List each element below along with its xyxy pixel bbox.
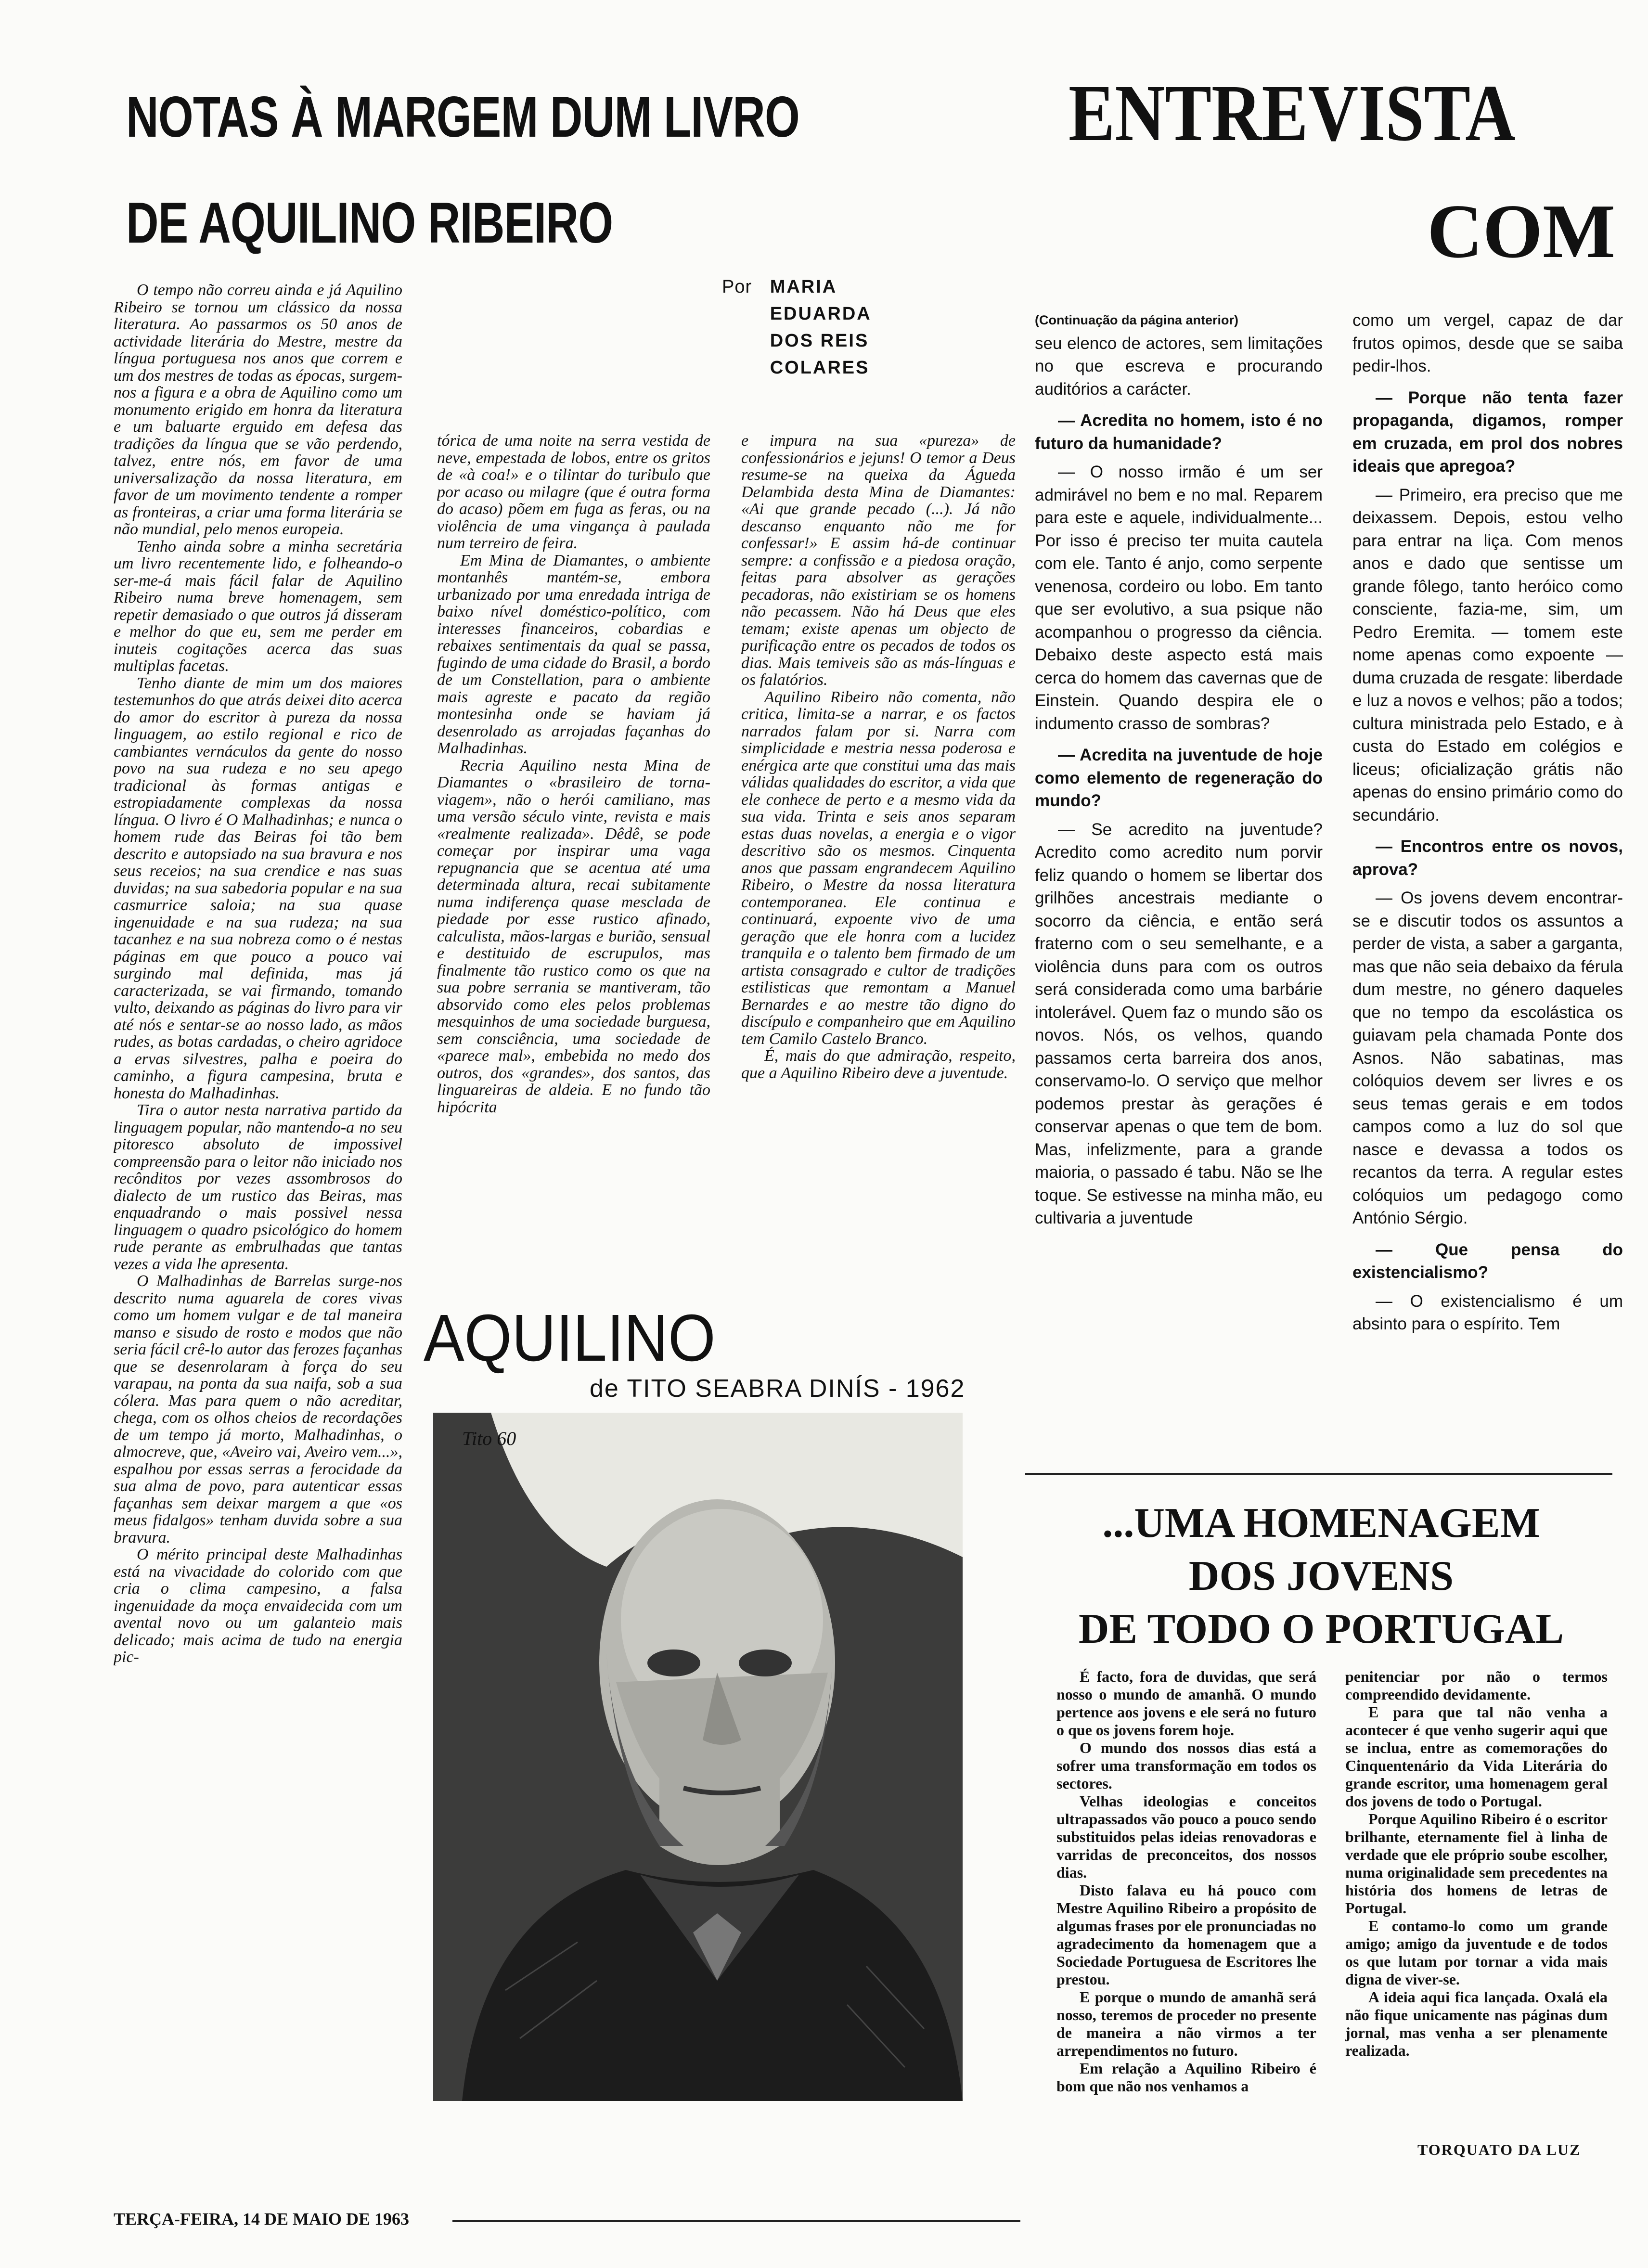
article-paragraph: É, mais do que admiração, respeito, que a Aquilino Ribeiro deve a juventude.: [741, 1047, 1016, 1082]
section-divider: [1025, 1473, 1612, 1475]
article-column-1: [114, 282, 402, 2043]
interview-answer: seu elenco de actores, sem limitações no que escreva e procurando auditórios a carácter.: [1035, 334, 1323, 399]
homage-paragraph: E para que tal não venha a acontecer é que venho sugerir aqui que se inclua, entre as comemorações do Cinquentenário da Vida Literária do grande escritor, uma homenagem geral dos jovens de todo o Portugal.: [1345, 1703, 1608, 1810]
headline-line2: DE AQUILINO RIBEIRO: [126, 191, 613, 255]
homage-paragraph: É facto, fora de duvidas, que será nosso o mundo de amanhã. O mundo pertence aos jovens e ele será no futuro o que os jovens forem hoje.: [1056, 1668, 1316, 1739]
homage-paragraph: A ideia aqui fica lançada. Oxalá ela não fique unicamente nas páginas dum jornal, mas venha a ser plenamente realizada.: [1345, 1988, 1608, 2059]
interview-answer: — O existencialismo é um absinto para o espírito. Tem: [1352, 1291, 1623, 1333]
article-paragraph: O mérito principal deste Malhadinhas está na vivacidade do colorido com que cria o clima campesino, a falsa ingenuidade da moça envaidecida com um avental novo ou um galanteio mais delicado; mais acima de tudo na energia pic-: [114, 1546, 402, 1666]
interview-answer: — Se acredito na juventude? Acredito como acredito num porvir feliz quando o homem se libertar dos grilhões ancestrais mediante o socorro da ciência, e então será fraterno com o seu semelhante, e a violência duns para com os outros será considerada como uma barbárie intolerável. Quem faz o mundo são os novos. Nós, os velhos, quando passamos certa barreira dos anos, conservamo-lo. O serviço que melhor podemos prestar às gerações é conservar apenas o que tem de bom. Mas, infelizmente, para a grande maioria, o passado é tabu. Não se lhe toque. Se estivesse na minha mão, eu cultivaria a juventude: [1035, 820, 1323, 1227]
article-column-3: [741, 432, 1016, 1277]
portrait-title: AQUILINO: [424, 1301, 716, 1375]
portrait-subtitle: de TITO SEABRA DINÍS - 1962: [590, 1375, 966, 1403]
article-paragraph: Recria Aquilino nesta Mina de Diamantes o «brasileiro de torna-viagem», não o herói camiliano, mas uma versão século vinte, revista e mais «realmente realizada». Dêdê, se pode começar por inspirar uma vaga repugnancia que se acentua até uma determinada altura, recai subitamente numa indiferença quase mesclada de piedade por esse rustico afinado, calculista, mãos-largas e burião, sensual e destituido de escrupulos, mas finalmente tão rustico como os que na sua pobre serrania se mantiveram, tão absorvido como eles pelos problemas mesquinhos de uma sociedade burguesa, sem consciência, uma sociedade de «parece mal», embebida no medo dos outros, dos «grandes», dos santos, das linguareiras de aldeia. E no fundo tão hipócrita: [437, 756, 710, 1116]
homage-title: [1035, 1497, 1608, 1656]
author-name-line: MARIA: [770, 277, 837, 297]
interview-question: — Que pensa do existencialismo?: [1352, 1240, 1623, 1282]
byline-por: Por: [722, 277, 752, 297]
interview-question: — Porque não tenta fazer propaganda, digamos, romper em cruzada, em prol dos nobres ideais que apregoa?: [1352, 388, 1623, 476]
homage-paragraph: penitenciar por não o termos compreendido devidamente.: [1345, 1668, 1608, 1703]
portrait-image: [433, 1413, 963, 2101]
homage-title-line: DOS JOVENS: [1188, 1553, 1454, 1599]
interview-title: ENTREVISTA: [1069, 68, 1516, 158]
homage-column-1: [1056, 1668, 1316, 2168]
article-paragraph: Tenho ainda sobre a minha secretária um livro recentemente lido, e folheando-o ser-me-á mais fácil falar de Aquilino Ribeiro numa breve homenagem, sem repetir demasiado o que outros já disseram e melhor do que eu, sem me perder em inuteis cogitações acerca das suas multiplas facetas.: [114, 537, 402, 675]
homage-paragraph: E contamo-lo como um grande amigo; amigo da juventude e de todos os que lutam por tornar a vida mais digna de viver-se.: [1345, 1917, 1608, 1988]
article-paragraph: O Malhadinhas de Barrelas surge-nos descrito numa aguarela de cores vivas como um homem vulgar e de tal maneira manso e sisudo de rosto e modos que não seria fácil crê-lo autor das ferozes façanhas que se desenrolaram à força do seu varapau, na ponta da sua naifa, sob a sua cólera. Mas para quem o não acreditar, chega, com os olhos cheios de recordações de um tempo já morto, Malhadinhas, o almocreve, que, «Aveiro vai, Aveiro vem...», espalhou por essas serras a ferocidade da sua alma de povo, para autenticar essas façanhas sem deixar margem a que «os meus fidalgos» tenham duvida sobre a sua bravura.: [114, 1272, 402, 1546]
homage-paragraph: Porque Aquilino Ribeiro é o escritor brilhante, eternamente fiel à linha de verdade que ele próprio soube escolher, numa originalidade sem precedentes na história dos homens de letras de Portugal.: [1345, 1810, 1608, 1917]
portrait-drawing: [433, 1413, 963, 2101]
interview-question: — Acredita na juventude de hoje como elemento de regeneração do mundo?: [1035, 746, 1323, 810]
homage-paragraph: Disto falava eu há pouco com Mestre Aquilino Ribeiro a propósito de algumas frases por ele pronunciadas no agradecimento da homenagem que a Sociedade Portuguesa de Escritores lhe prestou.: [1056, 1881, 1316, 1988]
article-paragraph: O tempo não correu ainda e já Aquilino Ribeiro se tornou um clássico da nossa literatura. Ao passarmos os 50 anos de actividade literária do Mestre, mestre da língua portuguesa nos anos que correm e um dos mestres de todas as épocas, surgem-nos a figura e a obra de Aquilino como um monumento erigido em honra da literatura e um baluarte erguido em defesa das tradições da língua que se vão perdendo, talvez, entre nós, em favor de uma universalização da nossa literatura, em favor de um movimento tendente a romper as fronteiras, a criar uma forma literária se não mundial, pelo menos europeia.: [114, 282, 402, 538]
homage-paragraph: O mundo dos nossos dias está a sofrer uma transformação em todos os sectores.: [1056, 1739, 1316, 1792]
interview-column-1: [1035, 309, 1323, 1440]
interview-question: — Acredita no homem, isto é no futuro da humanidade?: [1035, 411, 1323, 453]
article-paragraph: Tira o autor nesta narrativa partido da linguagem popular, não mantendo-a no seu pitoresco absoluto de impossivel compreensão para o leitor não iniciado nos recônditos por vezes assombrosos do dialecto de um rustico das Beiras, mas enquadrando o mais possivel nessa linguagem o quadro psicológico do homem rude perante as embrulhadas que tantas vezes a vida lhe apresenta.: [114, 1101, 402, 1273]
byline: [722, 273, 872, 381]
interview-question: — Encontros entre os novos, aprova?: [1352, 837, 1623, 879]
article-paragraph: Em Mina de Diamantes, o ambiente montanhês mantém-se, embora urbanizado por uma enredada intriga de baixo nível doméstico-político, com interesses financeiros, cobardias e rebaixes sentimentais da qual se passa, fugindo de uma cidade do Brasil, a bordo de um Constellation, para o ambiente mais agreste e pacato da região montesinha onde se haviam já desenrolado as arrojadas façanhas do Malhadinhas.: [437, 551, 710, 757]
interview-answer: — Os jovens devem encontrar-se e discutir todos os assuntos a perder de vista, a saber a garganta, mas que não seia debaixo da férula dum mestre, no género daqueles que no tempo da escolástica os guiavam pela chamada Ponte dos Asnos. Não sabatinas, mas colóquios devem ser livres e os seus temas gerais e em todos campos como a luz do sol que nasce e devassa a todos os recantos da terra. A regular estes colóquios um pedagogo como António Sérgio.: [1352, 889, 1623, 1227]
homage-paragraph: E porque o mundo de amanhã será nosso, teremos de proceder no presente de maneira a não virmos a ter arrependimentos no futuro.: [1056, 1988, 1316, 2059]
article-paragraph: e impura na sua «pureza» de confessionários e jejuns! O temor a Deus resume-se na queixa da Águeda Delambida desta Mina de Diamantes: «Ai que grande pecado (...). Já não descanso enquanto não me for confessar!» E assim há-de continuar sempre: a confissão e a piedosa oração, feitas para absolver as gerações pecadoras, não existiriam se os homens não pecassem. Não há Deus que eles temam; existe apenas um objecto de purificação entre os pecados de todos os dias. Mais temiveis são as más-línguas e os falatórios.: [741, 432, 1016, 689]
interview-answer: — Primeiro, era preciso que me deixassem. Depois, estou velho para entrar na liça. Com menos anos e dado que sentisse um grande fôlego, tanto heróico como consciente, fazia-me, sim, um Pedro Eremita. — tomem este nome apenas como expoente — duma cruzada de resgate: liberdade e luz a novos e velhos; pão a todos; cultura ministrada pelo Estado, e à custa do Estado em colégios e liceus; oficialização grátis não apenas do ensino primário como do secundário.: [1352, 485, 1623, 825]
interview-column-2: [1352, 309, 1623, 1440]
homage-column-2: [1345, 1668, 1608, 2130]
article-column-2: [437, 432, 710, 1277]
homage-title-line: DE TODO O PORTUGAL: [1078, 1606, 1564, 1652]
author-name-line: EDUARDA: [770, 304, 872, 324]
headline-line1: NOTAS À MARGEM DUM LIVRO: [126, 85, 800, 149]
homage-paragraph: Velhas ideologias e conceitos ultrapassados vão pouco a pouco sendo substituidos pelas ideias renovadoras e varridas de preconceitos, dos nossos dias.: [1056, 1792, 1316, 1881]
interview-answer: como um vergel, capaz de dar frutos opimos, desde que se saiba pedir-lhos.: [1352, 311, 1623, 375]
article-paragraph: Aquilino Ribeiro não comenta, não critica, limita-se a narrar, e os factos narrados falam por si. Narra com simplicidade e mestria nessa poderosa e enérgica arte que constitui uma das mais válidas qualidades do escritor, a vida que ele conhece de perto e a mesmo vida da sua vida. Trinta e seis anos separam estas duas novelas, a energia e o vigor descritivo são os mesmos. Cinquenta anos que passam engrandecem Aquilino Ribeiro, o Mestre da nossa literatura contemporanea. Ele continua e continuará, expoente vivo de uma geração que ele honra com a lucidez tranquila e o talento bem firmado de um artista consagrado e cultor de tradições estilisticas que remontam a Manuel Bernardes e ao mestre tão digno do discípulo e companheiro que em Aquilino tem Camilo Castelo Branco.: [741, 688, 1016, 1048]
interview-title-com: COM: [1427, 188, 1616, 274]
continuation-note: (Continuação da página anterior): [1035, 313, 1239, 327]
homage-paragraph: Em relação a Aquilino Ribeiro é bom que não nos venhamos a: [1056, 2060, 1316, 2095]
interview-answer: — O nosso irmão é um ser admirável no bem e no mal. Reparem para este e aquele, individualmente... Por isso é preciso ter muita cautela com ele. Tanto é anjo, como serpente venenosa, cordeiro ou lobo. Em tanto que ser evolutivo, a sua psique não acompanhou o progresso da ciência. Debaixo deste aspecto está mais cerca do homem das cavernas que de Einstein. Quando despira ele o indumento crasso de sombras?: [1035, 463, 1323, 733]
author-name-line: DOS REIS: [770, 331, 869, 351]
article-paragraph: Tenho diante de mim um dos maiores testemunhos do que atrás deixei dito acerca do amor do escritor à pureza da nossa linguagem, ao estilo regional e rico de cambiantes vernáculos da gente do nosso povo na sua rudeza e no seu apego tradicional às formas antigas e estropiadamente complexas da nossa língua. O livro é O Malhadinhas; e nunca o homem rude das Beiras foi tão bem descrito e autopsiado na sua bravura e nos seus receios; na sua crendice e nas suas duvidas; na sua sabedoria popular e na sua casmurrice saloia; na sua quase ingenuidade e na sua rudeza; na sua tacanhez e na sua nobreza como o é nestas páginas em que pouco a pouco vai surgindo mal definida, mas já caracterizada, se vai firmando, tomando vulto, deixando as páginas do livro para vir até nós e sentar-se ao nosso lado, as mãos rudes, as botas cardadas, o cheiro agridoce a ervas silvestres, palha e poeira do caminho, a figura campesina, bruta e honesta do Malhadinhas.: [114, 674, 402, 1102]
author-name-line: COLARES: [770, 358, 870, 378]
homage-signature: TORQUATO DA LUZ: [1417, 2141, 1581, 2158]
article-paragraph: tórica de uma noite na serra vestida de neve, empestada de lobos, entre os gritos de «à coa!» e o tilintar do turibulo que por acaso ou milagre (que é outra forma do acaso) põem em fuga as feras, ou na violência de uma vingança à paulada num terreiro de feira.: [437, 432, 710, 552]
portrait-signature: Tito 60: [462, 1428, 516, 1449]
footer-rule: [452, 2220, 1020, 2222]
homage-title-line: ...UMA HOMENAGEM: [1102, 1500, 1540, 1546]
footer-date: TERÇA-FEIRA, 14 DE MAIO DE 1963: [114, 2209, 410, 2229]
